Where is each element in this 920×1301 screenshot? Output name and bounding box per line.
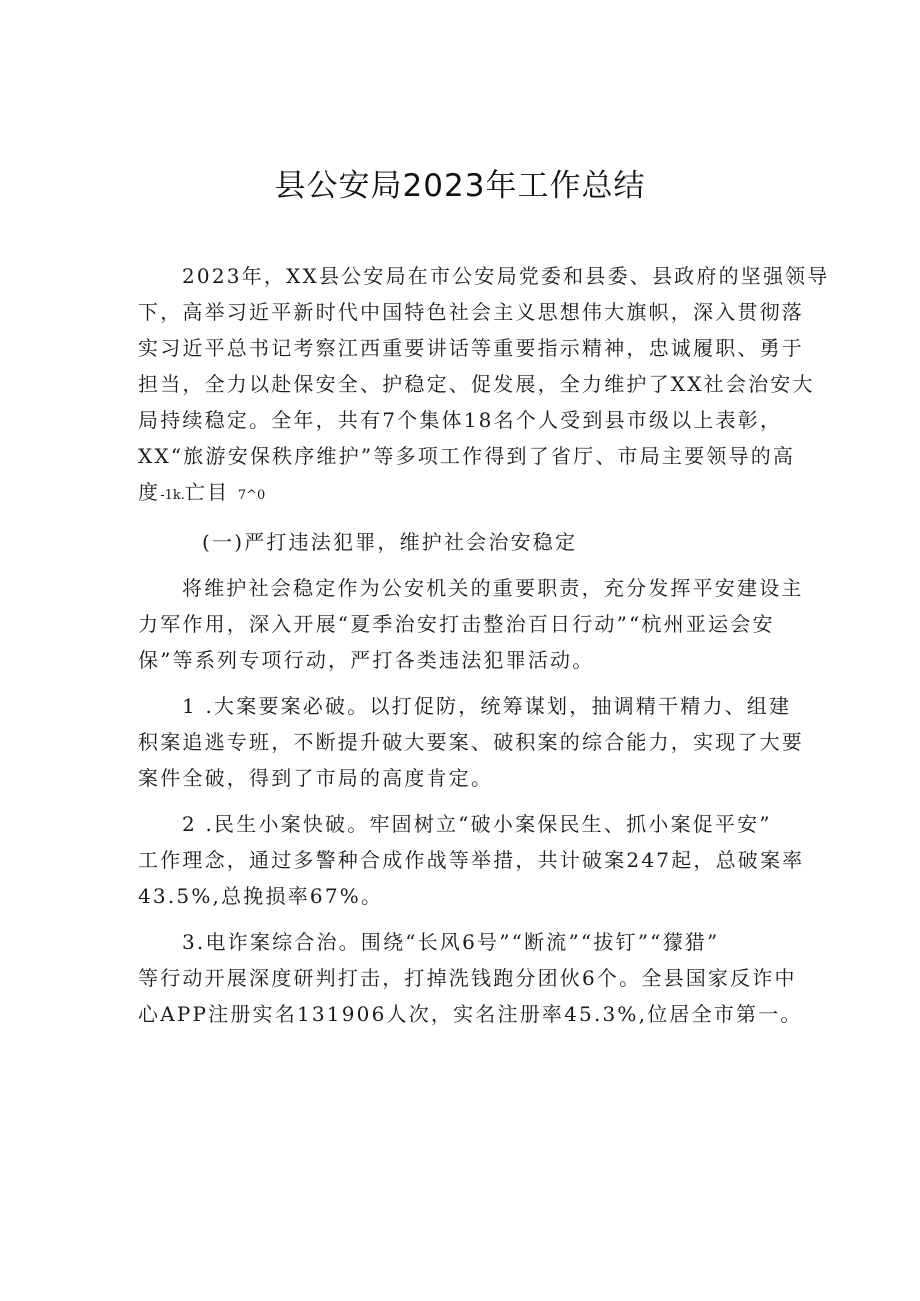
- item-line: 案件全破，得到了市局的高度肯定。: [138, 766, 494, 790]
- intro-line: XX“旅游安保秩序维护”等多项工作得到了省厅、市局主要领导的高: [138, 444, 796, 468]
- section-intro-paragraph: [138, 570, 804, 678]
- section-intro-line: 将维护社会稳定作为公安机关的重要职责，充分发挥平安建设主: [182, 576, 804, 600]
- item-line: 1 .大案要案必破。以打促防，统筹谋划，抽调精干精力、组建: [182, 694, 792, 718]
- item-line: 2 .民生小案快破。牢固树立“破小案保民生、抓小案促平安”: [182, 812, 772, 836]
- ocr-artifact: 亡目: [184, 480, 230, 504]
- item-line: 等行动开展深度研判打击，打掉洗钱跑分团伙6个。全县国家反诈中: [138, 966, 797, 990]
- list-item-3: [138, 924, 803, 1032]
- intro-line: 2023年，XX县公安局在市公安局党委和县委、县政府的坚强领导: [182, 264, 830, 288]
- ocr-artifact: -1k.: [160, 488, 185, 503]
- intro-line: 下，高举习近平新时代中国特色社会主义思想伟大旗帜，深入贯彻落: [138, 300, 804, 324]
- item-line: 3.电诈案综合治。围绕“长风6号”“断流”“拔钉”“獴猎”: [182, 930, 720, 954]
- list-item-1: [138, 688, 804, 796]
- ocr-artifact: 7^0: [237, 488, 266, 503]
- intro-paragraph: [138, 258, 830, 514]
- item-line: 工作理念，通过多警种合成作战等举措，共计破案247起，总破案率: [138, 848, 805, 872]
- section-intro-line: 保”等系列专项行动，严打各类违法犯罪活动。: [138, 648, 595, 672]
- section-heading: (一)严打违法犯罪，维护社会治安稳定: [202, 530, 578, 554]
- intro-line: 局持续稳定。全年，共有7个集体18名个人受到县市级以上表彰，: [138, 408, 783, 432]
- intro-last-line: [138, 474, 794, 514]
- list-item-2: [138, 806, 805, 914]
- intro-line: 实习近平总书记考察江西重要讲话等重要指示精神，忠诚履职、勇于: [138, 336, 804, 360]
- item-line: 积案追逃专班，不断提升破大要案、破积案的综合能力，实现了大要: [138, 730, 804, 754]
- document-body: [138, 258, 830, 1032]
- item-line: 心APP注册实名131906人次，实名注册率45.3%,位居全市第一。: [138, 1002, 803, 1026]
- document-title: 县公安局2023年工作总结: [274, 168, 646, 204]
- item-line: 43.5%,总挽损率67%。: [138, 884, 384, 908]
- intro-line: 担当，全力以赴保安全、护稳定、促发展，全力维护了XX社会治安大: [138, 372, 815, 396]
- section-intro-line: 力军作用，深入开展“夏季治安打击整治百日行动”“杭州亚运会安: [138, 612, 775, 636]
- intro-last-word: 度: [138, 480, 161, 504]
